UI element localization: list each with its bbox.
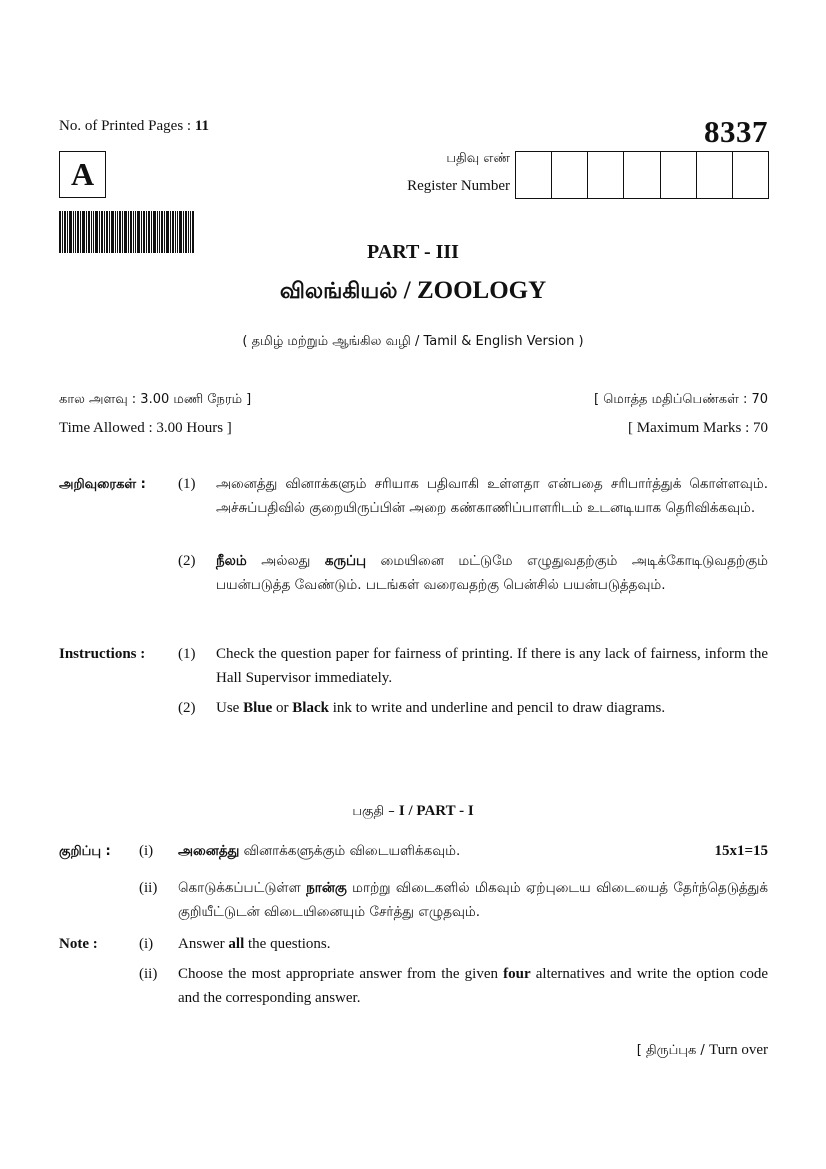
text-span: Answer	[178, 936, 229, 952]
text-span: வினாக்களுக்கும் விடையளிக்கவும்.	[239, 843, 461, 859]
instruction-en-number: (2)	[178, 700, 196, 716]
bold-all-ta: அனைத்து	[178, 843, 240, 859]
text-span: மையினை மட்டுமே எழுதுவதற்கும் அடிக்கோடிடுவதற்கும் பயன்படுத்த வேண்டும். படங்கள் வரைவதற்கு பென்சில் பயன்படுத்தவும்.	[216, 553, 768, 593]
text-span: கொடுக்கப்பட்டுள்ள	[178, 880, 307, 896]
bold-blue-en: Blue	[243, 700, 273, 716]
bold-all-en: all	[228, 936, 245, 952]
paper-code: 8337	[704, 114, 768, 149]
register-label-en: Register Number	[407, 178, 510, 194]
register-digit-box[interactable]	[661, 151, 697, 199]
bold-four-en: four	[503, 966, 531, 982]
subject-separator: /	[397, 277, 417, 304]
register-digit-box[interactable]	[588, 151, 624, 199]
text-span: or	[272, 700, 293, 716]
note-en-heading: Note :	[59, 936, 98, 952]
turn-over-ta: [ திருப்புக /	[636, 1043, 709, 1058]
note-ta-label: குறிப்பு :	[59, 844, 111, 859]
subject-title-en: ZOOLOGY	[416, 277, 547, 304]
version-text: ( தமிழ் மற்றும் ஆங்கில வழி / Tamil & English Version )	[242, 334, 584, 349]
text-span: மாற்று விடைகளில் மிகவும் ஏற்புடைய விடையைத் தேர்ந்தெடுத்துக் குறியீட்டுடன் விடையினையும் சேர்த்து எழுதவும்.	[178, 880, 768, 920]
time-allowed-ta	[59, 391, 251, 408]
printed-pages-label: No. of Printed Pages :	[59, 118, 192, 134]
instruction-en-number: (1)	[178, 646, 196, 662]
register-number-boxes[interactable]	[515, 151, 769, 199]
marks-ta-text: [ மொத்த மதிப்பெண்கள் : 70	[594, 392, 768, 407]
note-number: (ii)	[139, 966, 158, 982]
text-span: the questions.	[244, 936, 331, 952]
note-number: (i)	[139, 936, 154, 952]
note-ta-2	[178, 876, 768, 924]
instruction-ta-number: (2)	[178, 553, 196, 569]
time-allowed-en: Time Allowed : 3.00 Hours ]	[59, 420, 232, 436]
note-number: (i)	[139, 843, 154, 859]
time-ta-text: கால அளவு : 3.00 மணி நேரம் ]	[59, 392, 252, 407]
register-label-ta: பதிவு எண்	[446, 151, 510, 166]
instructions-en-heading: Instructions :	[59, 646, 146, 662]
instructions-ta-heading	[59, 476, 146, 493]
text-span: alternatives and write the option code and the corresponding answer.	[178, 966, 768, 1006]
note-en-2	[178, 962, 768, 1010]
note-number: (ii)	[139, 880, 158, 896]
register-digit-box[interactable]	[733, 151, 769, 199]
register-digit-box[interactable]	[697, 151, 733, 199]
instruction-en-2	[216, 696, 768, 720]
part-one-heading	[0, 803, 826, 820]
text-span: Choose the most appropriate answer from the given	[178, 966, 504, 982]
marks-allocation: 15x1=15	[714, 843, 768, 859]
part-one-heading-ta: பகுதி –	[352, 804, 399, 819]
subject-title	[0, 277, 826, 307]
text-span: அல்லது	[246, 553, 325, 569]
register-digit-box[interactable]	[552, 151, 588, 199]
note-ta-1	[178, 839, 678, 863]
version-line	[0, 333, 826, 350]
instruction-ta-1: அனைத்து வினாக்களும் சரியாக பதிவாகி உள்ளதா என்பதை சரிபார்த்துக் கொள்ளவும். அச்சுப்பதிவில் குறையிருப்பின் அறை கண்காணிப்பாளரிடம் உடனடியாக தெரிவிக்கவும்.	[216, 476, 768, 516]
instruction-en-1: Check the question paper for fairness of printing. If there is any lack of fairness, inform the Hall Supervisor immediately.	[216, 646, 768, 686]
turn-over	[637, 1042, 768, 1059]
instruction-ta-number: (1)	[178, 476, 196, 492]
register-digit-box[interactable]	[516, 151, 552, 199]
printed-pages	[59, 118, 209, 135]
text-span: Use	[216, 700, 244, 716]
instructions-ta-label: அறிவுரைகள் :	[59, 477, 146, 492]
text-span: ink to write and underline and pencil to draw diagrams.	[328, 700, 666, 716]
instruction-ta-2	[216, 549, 768, 597]
max-marks-ta	[594, 391, 768, 408]
question-set-letter: A	[59, 151, 106, 198]
part-one-heading-en: I / PART - I	[398, 803, 474, 819]
max-marks-en: [ Maximum Marks : 70	[628, 420, 768, 436]
printed-pages-value: 11	[194, 118, 210, 134]
bold-four-ta: நான்கு	[306, 880, 347, 896]
bold-blue-ta: நீலம்	[216, 553, 247, 569]
note-en-1	[178, 932, 768, 956]
register-digit-box[interactable]	[624, 151, 660, 199]
subject-title-ta: விலங்கியல்	[279, 279, 398, 304]
bold-black-en: Black	[292, 700, 329, 716]
turn-over-en: Turn over	[708, 1042, 768, 1058]
bold-black-ta: கருப்பு	[324, 553, 367, 569]
part-title: PART - III	[367, 241, 459, 263]
note-ta-heading	[59, 843, 111, 860]
